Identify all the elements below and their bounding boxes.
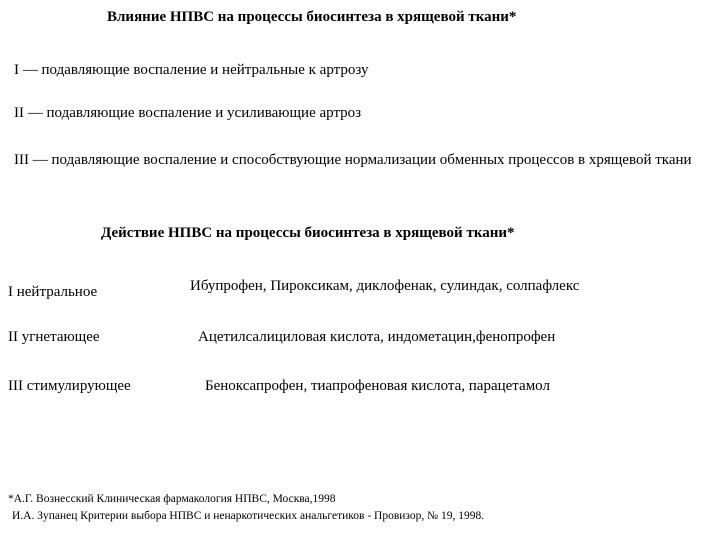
group1-description: I — подавляющие воспаление и нейтральные к артрозу bbox=[14, 62, 369, 78]
drug-list-stimulating: Беноксапрофен, тиапрофеновая кислота, парацетамол bbox=[205, 378, 550, 394]
drug-list-inhibiting: Ацетилсалициловая кислота, индометацин,фенопрофен bbox=[198, 329, 556, 345]
section2-title: Действие НПВС на процессы биосинтеза в хрящевой ткани* bbox=[101, 225, 515, 241]
effect-label-stimulating: III стимулирующее bbox=[8, 378, 131, 394]
group2-description: II — подавляющие воспаление и усиливающие артроз bbox=[14, 105, 362, 121]
footnote-reference-2: И.А. Зупанец Критерии выбора НПВС и ненаркотических анальгетиков - Провизор, № 19, 1998. bbox=[12, 510, 485, 522]
footnote-reference-1: *А.Г. Вознесский Клиническая фармакология НПВС, Москва,1998 bbox=[8, 493, 336, 505]
drug-list-neutral: Ибупрофен, Пироксикам, диклофенак, сулиндак, солпафлекс bbox=[190, 278, 580, 294]
effect-label-neutral: I нейтральное bbox=[8, 284, 98, 300]
section1-title: Влияние НПВС на процессы биосинтеза в хрящевой ткани* bbox=[107, 9, 517, 25]
group3-description: III — подавляющие воспаление и способствующие нормализации обменных процессов в хрящевой ткани bbox=[14, 152, 692, 168]
effect-label-inhibiting: II угнетающее bbox=[8, 329, 100, 345]
